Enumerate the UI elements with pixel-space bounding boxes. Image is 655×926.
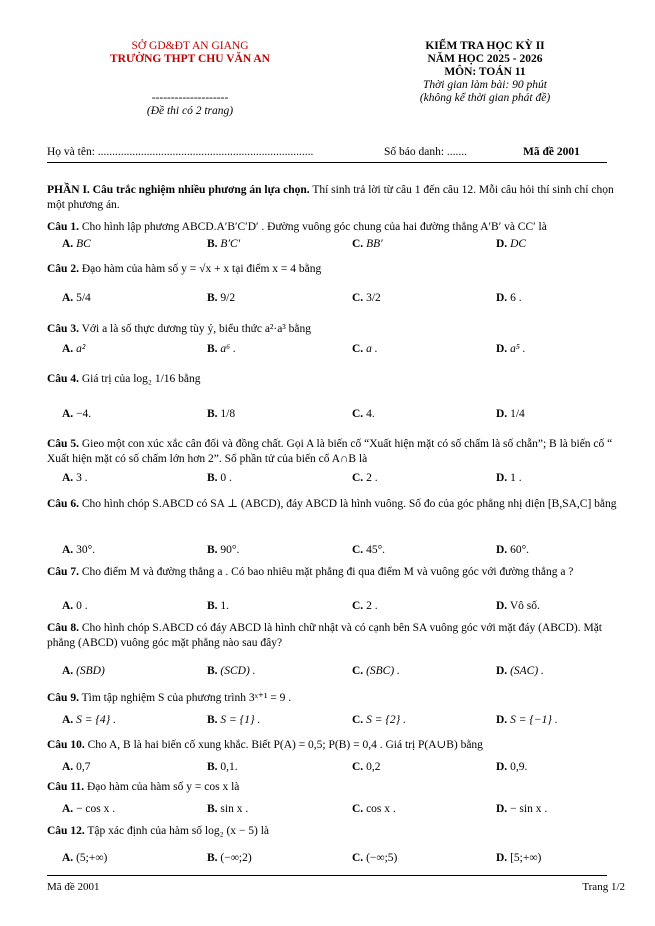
school-year: NĂM HỌC 2025 - 2026 [427,53,543,65]
question-8 [47,621,627,650]
option-b: B. B′C′ [207,238,241,250]
option-b: B. S = {1} . [207,714,261,726]
footer-exam-code: Mã đề 2001 [47,881,100,893]
student-name-field: Họ và tên: ........................................................................... [47,146,314,158]
question-2 [47,262,627,277]
option-c: C. 2 . [352,472,378,484]
option-c: C. 4. [352,408,375,420]
option-d: D. 0,9. [496,761,528,773]
option-d: D. DC [496,238,527,250]
options-6 [62,544,632,559]
options-3 [62,343,632,358]
option-c: C. (−∞;5) [352,852,398,864]
option-b: B. 90°. [207,544,240,556]
question-text: Tập xác định của hàm số log₂ (x − 5) là [84,825,270,837]
option-b: B. sin x . [207,803,249,815]
option-a: A. −4. [62,408,92,420]
question-text: Gieo một con xúc xắc cân đối và đồng chất. Gọi A là biến cố “Xuất hiện mặt có số chấm là số chẵn”; B là biến cố “ Xuất hiện mặt có số chấm lớn hơn 2”. Số phần tử của biến cố A∩B là [47,438,613,465]
option-c: C. 0,2 [352,761,381,773]
option-b: B. 1. [207,600,230,612]
option-b: B. 1/8 [207,408,236,420]
separator-dashes: -------------------- [151,92,229,104]
part1-text: Thí sinh trả lời từ câu 1 đến câu 12. Mỗi câu hỏi thí sinh chỉ chọn một phương án. [47,184,614,211]
question-6 [47,497,627,512]
question-text: Cho điểm M và đường thẳng a . Có bao nhiêu mặt phẳng đi qua điểm M và vuông góc với đường thẳng a ? [78,566,574,578]
option-a: A. 30°. [62,544,96,556]
question-label: Câu 6. [47,498,79,510]
question-label: Câu 3. [47,323,79,335]
footer-page-number: Trang 1/2 [582,881,625,893]
question-text: Cho hình lập phương ABCD.A′B′C′D′ . Đường vuông góc chung của hai đường thẳng A′B′ và CC′ là [78,221,547,233]
option-b: B. 0 . [207,472,232,484]
options-12 [62,852,632,867]
option-b: B. 9/2 [207,292,236,304]
question-3 [47,322,627,337]
exam-time: Thời gian làm bài: 90 phút [422,79,548,91]
question-label: Câu 5. [47,438,79,450]
option-a: A. (SBD) [62,665,105,677]
question-label: Câu 11. [47,781,85,793]
question-text: Đạo hàm của hàm số y = √x + x tại điểm x = 4 bằng [78,263,322,275]
options-11 [62,803,632,818]
pages-note: (Đề thi có 2 trang) [146,105,234,117]
question-text: Cho hình chóp S.ABCD có đáy ABCD là hình chữ nhật và có cạnh bên SA vuông góc với mặt đáy (ABCD). Mặt phẳng (ABCD) vuông góc mặt phẳng nào sau đây? [47,622,603,649]
subject: MÔN: TOÁN 11 [444,66,526,78]
option-b: B. a⁶ . [207,343,236,355]
options-10 [62,761,632,776]
question-label: Câu 1. [47,221,79,233]
question-11 [47,780,627,795]
option-a: A. S = {4} . [62,714,117,726]
time-note: (không kể thời gian phát đề) [419,92,551,104]
question-label: Câu 12. [47,825,85,837]
option-b: B. (−∞;2) [207,852,252,864]
question-4 [47,372,627,387]
option-c: C. S = {2} . [352,714,407,726]
exam-code: Mã đề 2001 [523,146,580,158]
option-d: D. 6 . [496,292,522,304]
option-a: A. a² [62,343,86,355]
option-a: A. 0,7 [62,761,91,773]
question-label: Câu 4. [47,373,79,385]
question-9 [47,691,627,706]
header-right [360,40,610,105]
option-d: D. [5;+∞) [496,852,542,864]
option-d: D. 1/4 [496,408,525,420]
header-left [60,40,320,118]
divider [47,162,607,163]
option-c: C. a . [352,343,378,355]
option-c: C. (SBC) . [352,665,400,677]
options-2 [62,292,632,307]
option-d: D. Vô số. [496,600,540,612]
question-label: Câu 7. [47,566,79,578]
question-5 [47,437,627,466]
question-label: Câu 10. [47,739,85,751]
option-c: C. cos x . [352,803,396,815]
option-b: B. 0,1. [207,761,238,773]
option-d: D. − sin x . [496,803,548,815]
options-9 [62,714,632,729]
options-8 [62,665,632,680]
school-name: TRƯỜNG THPT CHU VĂN AN [110,53,270,65]
part1-instructions [47,183,627,212]
question-label: Câu 9. [47,692,79,704]
question-10 [47,738,627,753]
options-7 [62,600,632,615]
option-a: A. − cos x . [62,803,116,815]
question-label: Câu 8. [47,622,79,634]
exam-title: KIỂM TRA HỌC KỲ II [425,40,545,52]
question-7 [47,565,627,580]
department-name: SỞ GD&ĐT AN GIANG [131,40,249,52]
option-a: A. (5;+∞) [62,852,108,864]
question-12 [47,824,627,839]
option-a: A. BC [62,238,91,250]
option-d: D. a⁵ . [496,343,526,355]
option-b: B. (SCD) . [207,665,256,677]
question-text: Tìm tập nghiệm S của phương trình 3ˣ⁺¹ = 9 . [78,692,292,704]
option-c: C. 45°. [352,544,386,556]
question-text: Với a là số thực dương tùy ý, biểu thức a²·a³ bằng [78,323,311,335]
option-d: D. 1 . [496,472,522,484]
question-1 [47,220,627,235]
question-text: Cho hình chóp S.ABCD có SA ⊥ (ABCD), đáy ABCD là hình vuông. Số đo của góc phẳng nhị diện [B,SA,C] bằng [78,498,617,510]
question-text: Giá trị của log₂ 1/16 bằng [78,373,201,385]
options-4 [62,408,632,423]
option-d: D. (SAC) . [496,665,544,677]
option-a: A. 0 . [62,600,88,612]
option-d: D. 60°. [496,544,530,556]
option-c: C. BB′ [352,238,383,250]
footer-divider [47,875,607,876]
option-c: C. 2 . [352,600,378,612]
question-text: Đạo hàm của hàm số y = cos x là [84,781,240,793]
student-id-field: Số báo danh: ....... [384,146,468,158]
option-c: C. 3/2 [352,292,381,304]
part1-title: PHẦN I. Câu trắc nghiệm nhiều phương án lựa chọn. [47,184,310,196]
options-1 [62,238,632,253]
question-label: Câu 2. [47,263,79,275]
option-a: A. 5/4 [62,292,91,304]
option-d: D. S = {−1} . [496,714,558,726]
options-5 [62,472,632,487]
option-a: A. 3 . [62,472,88,484]
question-text: Cho A, B là hai biến cố xung khắc. Biết P(A) = 0,5; P(B) = 0,4 . Giá trị P(A∪B) bằng [84,739,483,751]
